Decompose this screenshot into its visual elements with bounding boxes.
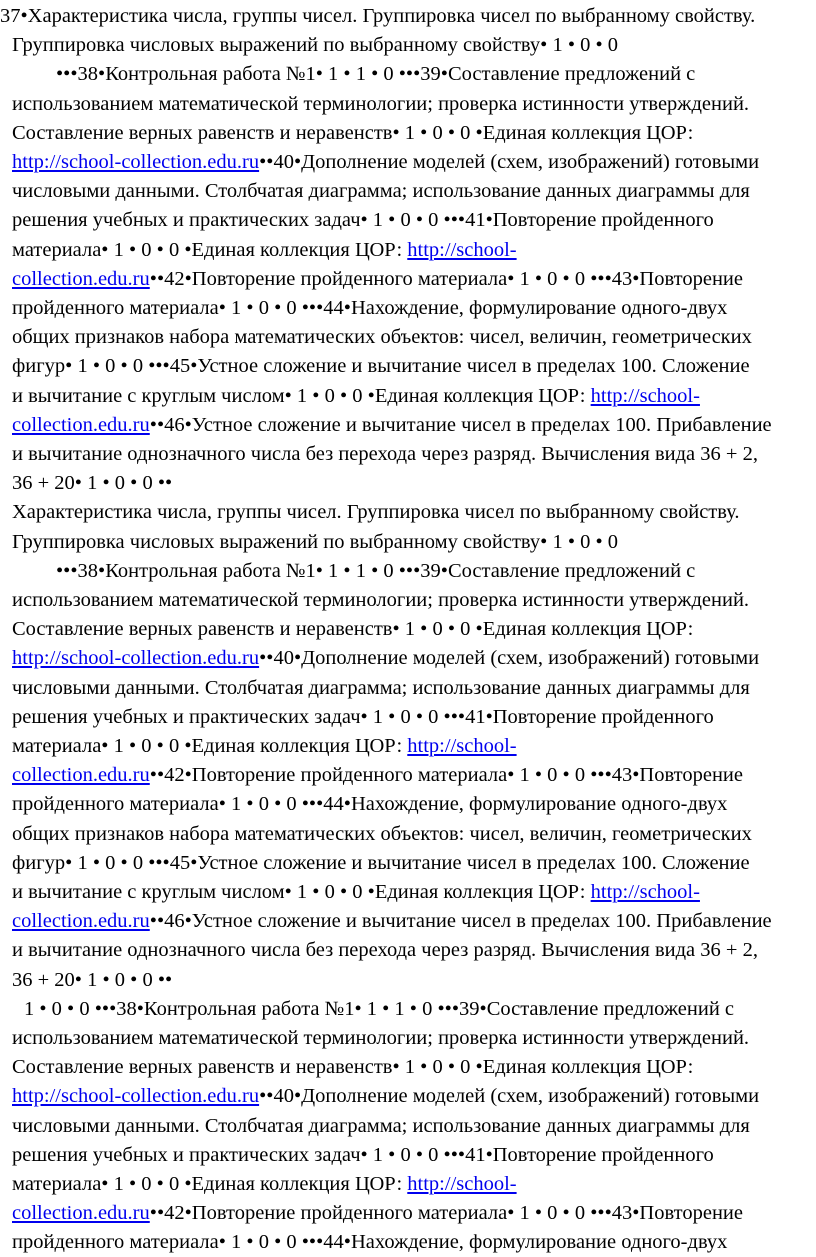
collection-link[interactable]: http://school- xyxy=(590,384,700,407)
text-line xyxy=(12,732,517,760)
collection-link[interactable]: collection.edu.ru xyxy=(12,764,150,787)
text-segment: и вычитание с круглым числом• 1 • 0 • 0 •Единая коллекция ЦОР: xyxy=(12,881,591,903)
text-segment: ••46•Устное сложение и вычитание чисел в пределах 100. Прибавление xyxy=(149,413,772,436)
collection-link[interactable]: collection.edu.ru xyxy=(12,1202,150,1225)
text-segment: ••42•Повторение пройденного материала• 1 • 0 • 0 •••43•Повторение xyxy=(149,1202,743,1225)
text-segment: пройденного материала• 1 • 0 • 0 •••44•Нахождение, формулирование одного-двух xyxy=(12,297,728,319)
collection-link[interactable]: collection.edu.ru xyxy=(12,267,150,290)
text-line xyxy=(0,2,755,30)
collection-link[interactable]: http://school-collection.edu.ru xyxy=(12,151,260,173)
collection-link[interactable]: collection.edu.ru xyxy=(12,413,150,436)
text-line xyxy=(12,236,517,264)
text-segment: решения учебных и практических задач• 1 • 0 • 0 •••41•Повторение пройденного xyxy=(12,209,714,232)
text-segment: решения учебных и практических задач• 1 • 0 • 0 •••41•Повторение пройденного xyxy=(12,705,714,728)
collection-link[interactable]: http://school- xyxy=(407,1173,517,1195)
text-segment: фигур• 1 • 0 • 0 •••45•Устное сложение и вычитание чисел в пределах 100. Сложение xyxy=(12,355,750,378)
text-line xyxy=(56,60,695,88)
collection-link[interactable]: http://school-collection.edu.ru xyxy=(12,1085,260,1108)
text-line xyxy=(12,1024,749,1052)
text-line xyxy=(12,1141,714,1169)
text-line xyxy=(12,966,172,994)
text-segment: пройденного материала• 1 • 0 • 0 •••44•Нахождение, формулирование одного-двух xyxy=(12,793,728,816)
text-line xyxy=(12,586,749,614)
text-segment: ••46•Устное сложение и вычитание чисел в пределах 100. Прибавление xyxy=(149,910,772,933)
text-line xyxy=(12,761,743,789)
text-line xyxy=(12,1170,517,1198)
text-line xyxy=(12,323,752,351)
text-line xyxy=(12,820,752,848)
text-line xyxy=(24,995,734,1023)
text-line xyxy=(12,382,700,410)
text-segment: использованием математической терминологии; проверка истинности утверждений. xyxy=(12,589,750,611)
text-line xyxy=(12,878,700,906)
text-line xyxy=(56,557,695,585)
text-line xyxy=(12,411,772,439)
text-line xyxy=(12,703,714,731)
text-line xyxy=(12,265,743,293)
text-line xyxy=(12,31,618,59)
collection-link[interactable]: http://school- xyxy=(590,881,700,903)
text-segment: общих признаков набора математических объектов: чисел, величин, геометрических xyxy=(12,822,752,845)
collection-link[interactable]: http://school- xyxy=(407,238,517,261)
text-line xyxy=(12,1228,727,1256)
text-line xyxy=(12,294,727,322)
text-line xyxy=(12,936,758,964)
text-line xyxy=(12,148,759,176)
text-segment: ••40•Дополнение моделей (схем, изображений) готовыми xyxy=(259,1085,760,1108)
text-line xyxy=(12,849,750,877)
collection-link[interactable]: http://school-collection.edu.ru xyxy=(12,647,260,670)
text-segment: Группировка числовых выражений по выбранному свойству• 1 • 0 • 0 xyxy=(12,34,619,57)
text-segment: •••38•Контрольная работа №1• 1 • 1 • 0 •••39•Составление предложений с xyxy=(56,559,696,582)
text-segment: фигур• 1 • 0 • 0 •••45•Устное сложение и вычитание чисел в пределах 100. Сложение xyxy=(12,851,750,874)
text-segment: материала• 1 • 0 • 0 •Единая коллекция ЦОР: xyxy=(12,735,408,757)
text-segment: Составление верных равенств и неравенств• 1 • 0 • 0 •Единая коллекция ЦОР: xyxy=(12,1056,694,1079)
text-segment: Составление верных равенств и неравенств• 1 • 0 • 0 •Единая коллекция ЦОР: xyxy=(12,121,694,144)
text-segment: ••40•Дополнение моделей (схем, изображений) готовыми xyxy=(259,151,760,173)
text-segment: числовыми данными. Столбчатая диаграмма; использование данных диаграммы для xyxy=(12,676,750,699)
text-segment: числовыми данными. Столбчатая диаграмма; использование данных диаграммы для xyxy=(12,180,750,203)
text-segment: ••40•Дополнение моделей (схем, изображений) готовыми xyxy=(259,647,760,670)
text-segment: 36 + 20• 1 • 0 • 0 •• xyxy=(12,472,173,495)
text-line xyxy=(12,90,749,118)
text-segment: 37•Характеристика числа, группы чисел. Группировка чисел по выбранному свойству. xyxy=(0,5,756,27)
text-line xyxy=(12,907,772,935)
text-segment: решения учебных и практических задач• 1 • 0 • 0 •••41•Повторение пройденного xyxy=(12,1143,714,1166)
text-segment: Характеристика числа, группы чисел. Группировка чисел по выбранному свойству. xyxy=(12,501,740,524)
text-line xyxy=(12,528,618,556)
text-segment: использованием математической терминологии; проверка истинности утверждений. xyxy=(12,1027,750,1049)
text-segment: использованием математической терминологии; проверка истинности утверждений. xyxy=(12,92,750,115)
text-segment: Составление верных равенств и неравенств• 1 • 0 • 0 •Единая коллекция ЦОР: xyxy=(12,618,694,641)
text-segment: пройденного материала• 1 • 0 • 0 •••44•Нахождение, формулирование одного-двух xyxy=(12,1231,728,1254)
collection-link[interactable]: http://school- xyxy=(407,735,517,757)
text-segment: •••38•Контрольная работа №1• 1 • 1 • 0 •••39•Составление предложений с xyxy=(56,63,696,86)
text-segment: и вычитание однозначного числа без перехода через разряд. Вычисления вида 36 + 2, xyxy=(12,443,758,465)
text-segment: Группировка числовых выражений по выбранному свойству• 1 • 0 • 0 xyxy=(12,530,619,553)
text-line xyxy=(12,1053,693,1081)
text-segment: 1 • 0 • 0 •••38•Контрольная работа №1• 1 • 1 • 0 •••39•Составление предложений с xyxy=(24,997,735,1020)
text-line xyxy=(12,498,740,526)
text-line xyxy=(12,615,693,643)
text-segment: и вычитание однозначного числа без перехода через разряд. Вычисления вида 36 + 2, xyxy=(12,939,758,962)
text-line xyxy=(12,1082,759,1110)
text-segment: материала• 1 • 0 • 0 •Единая коллекция ЦОР: xyxy=(12,1173,408,1195)
text-line xyxy=(12,177,750,205)
text-line xyxy=(12,790,727,818)
text-segment: ••42•Повторение пройденного материала• 1 • 0 • 0 •••43•Повторение xyxy=(149,267,743,290)
text-line xyxy=(12,1199,743,1227)
text-line xyxy=(12,1112,750,1140)
text-line xyxy=(12,119,693,147)
text-segment: ••42•Повторение пройденного материала• 1 • 0 • 0 •••43•Повторение xyxy=(149,764,743,787)
text-segment: материала• 1 • 0 • 0 •Единая коллекция ЦОР: xyxy=(12,238,408,261)
text-segment: и вычитание с круглым числом• 1 • 0 • 0 •Единая коллекция ЦОР: xyxy=(12,384,591,407)
text-line xyxy=(12,440,758,468)
collection-link[interactable]: collection.edu.ru xyxy=(12,910,150,933)
text-line xyxy=(12,674,750,702)
text-segment: 36 + 20• 1 • 0 • 0 •• xyxy=(12,968,173,991)
text-line xyxy=(12,644,759,672)
text-line xyxy=(12,206,714,234)
text-line xyxy=(12,469,172,497)
text-segment: общих признаков набора математических объектов: чисел, величин, геометрических xyxy=(12,326,752,349)
text-line xyxy=(12,352,750,380)
text-segment: числовыми данными. Столбчатая диаграмма; использование данных диаграммы для xyxy=(12,1114,750,1137)
